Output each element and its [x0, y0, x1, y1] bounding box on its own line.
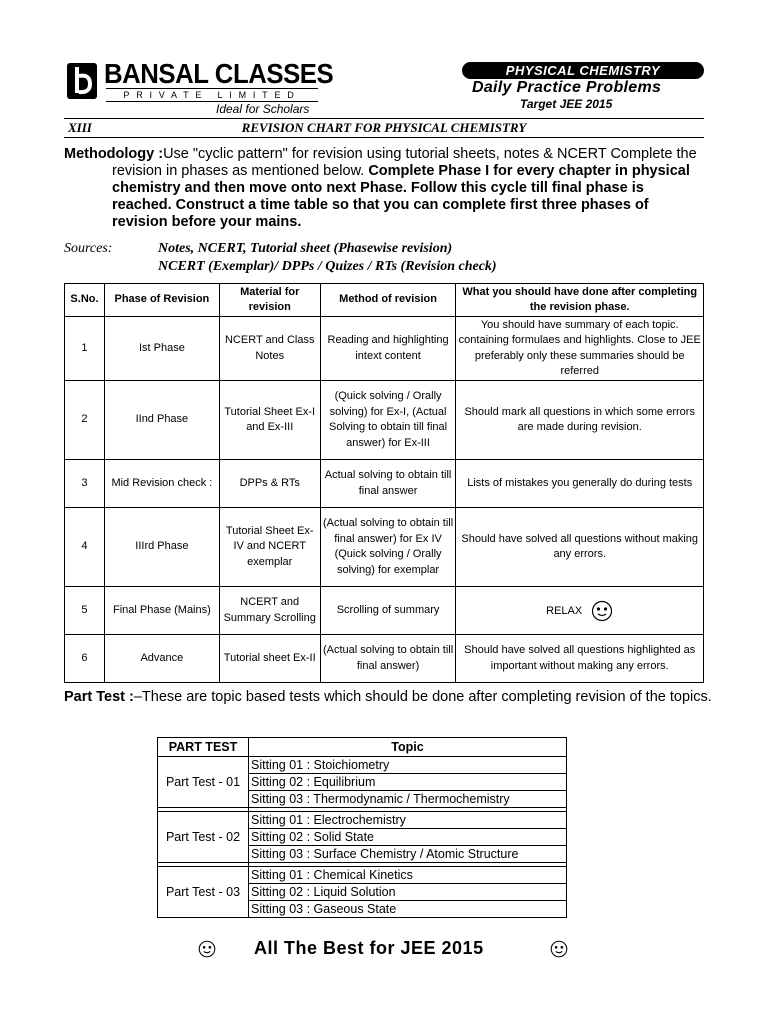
part-test-text: –These are topic based tests which should be done after completing revision of the topics. — [133, 689, 712, 705]
page-header — [64, 58, 704, 118]
table-cell: (Quick solving / Orally solving) for Ex-I, (Actual Solving to obtain till final answer) for Ex-III — [320, 381, 456, 460]
brand-name: BANSAL CLASSES — [104, 58, 334, 89]
methodology-bold-text: Complete Phase I for every chapter in physical chemistry and then move onto next Phase. Follow this cycle till final phase is reached. Construct a time table so that you can complete first three phases of revision before your mains. — [112, 163, 690, 230]
part-test-paragraph — [64, 689, 752, 706]
table-row — [65, 587, 704, 635]
table-cell: Final Phase (Mains) — [104, 587, 219, 635]
table-cell: You should have summary of each topic. containing formulaes and highlights. Close to JEE preferably only these summaries should be referred — [456, 317, 704, 381]
table-row — [158, 812, 567, 829]
table-row — [158, 867, 567, 884]
class-label: XIII — [68, 120, 92, 135]
table-cell: Should mark all questions in which some errors are made during revision. — [456, 381, 704, 460]
table-row — [65, 381, 704, 460]
table-cell: 1 — [65, 317, 105, 381]
sitting-cell: Sitting 02 : Solid State — [249, 829, 567, 846]
table-row — [65, 317, 704, 381]
table-cell: Lists of mistakes you generally do during tests — [456, 460, 704, 508]
sources-label: Sources: — [64, 241, 113, 256]
table-row — [65, 508, 704, 587]
table-cell: DPPs & RTs — [219, 460, 320, 508]
bansal-logo-icon — [66, 62, 98, 100]
table-cell: (Actual solving to obtain till final answer) for Ex IV (Quick solving / Orally solving) for exemplar — [320, 508, 456, 587]
methodology-label: Methodology : — [64, 146, 164, 162]
table-cell: Should have solved all questions without making any errors. — [456, 508, 704, 587]
table-cell: IIIrd Phase — [104, 508, 219, 587]
column-header: Topic — [249, 738, 567, 757]
part-test-name: Part Test - 01 — [158, 757, 249, 808]
part-test-table — [157, 737, 567, 918]
table-row — [65, 460, 704, 508]
column-header: PART TEST — [158, 738, 249, 757]
footer-text: All The Best for JEE 2015 — [254, 938, 484, 958]
revision-table — [64, 283, 704, 683]
brand-subtitle: PRIVATE LIMITED — [106, 88, 318, 102]
table-cell: NCERT and Class Notes — [219, 317, 320, 381]
column-header: Phase of Revision — [104, 284, 219, 317]
smiley-icon — [198, 940, 216, 958]
table-cell: Ist Phase — [104, 317, 219, 381]
smiley-icon — [550, 940, 568, 958]
table-cell: Reading and highlighting intext content — [320, 317, 456, 381]
methodology-paragraph — [64, 146, 704, 231]
footer — [0, 936, 768, 966]
table-cell: 5 — [65, 587, 105, 635]
target-heading: Target JEE 2015 — [520, 97, 613, 111]
dpp-heading: Daily Practice Problems — [472, 79, 662, 96]
sources-line-2: NCERT (Exemplar)/ DPPs / Quizes / RTs (Revision check) — [158, 259, 497, 274]
table-header-row — [65, 284, 704, 317]
table-cell: 3 — [65, 460, 105, 508]
table-cell: 4 — [65, 508, 105, 587]
table-cell: IInd Phase — [104, 381, 219, 460]
smiley-icon — [591, 600, 613, 622]
part-test-name: Part Test - 02 — [158, 812, 249, 863]
sitting-cell: Sitting 02 : Equilibrium — [249, 774, 567, 791]
sitting-cell: Sitting 03 : Thermodynamic / Thermochemistry — [249, 791, 567, 808]
column-header: Method of revision — [320, 284, 456, 317]
page-title: REVISION CHART FOR PHYSICAL CHEMISTRY — [241, 120, 527, 135]
table-cell: Tutorial Sheet Ex-I and Ex-III — [219, 381, 320, 460]
table-row — [65, 635, 704, 683]
table-cell: Scrolling of summary — [320, 587, 456, 635]
sitting-cell: Sitting 03 : Gaseous State — [249, 901, 567, 918]
sources-line-1: Notes, NCERT, Tutorial sheet (Phasewise revision) — [158, 241, 453, 256]
brand-tagline: Ideal for Scholars — [216, 102, 310, 116]
title-bar — [64, 118, 704, 138]
table-cell: NCERT and Summary Scrolling — [219, 587, 320, 635]
table-cell: Mid Revision check : — [104, 460, 219, 508]
table-cell: Should have solved all questions highlighted as important without making any errors. — [456, 635, 704, 683]
part-test-name: Part Test - 03 — [158, 867, 249, 918]
relax-text: RELAX — [546, 604, 583, 617]
table-cell: (Actual solving to obtain till final answer) — [320, 635, 456, 683]
sitting-cell: Sitting 03 : Surface Chemistry / Atomic Structure — [249, 846, 567, 863]
sitting-cell: Sitting 02 : Liquid Solution — [249, 884, 567, 901]
column-header: What you should have done after completing the revision phase. — [456, 284, 704, 317]
relax-cell — [456, 587, 704, 635]
sitting-cell: Sitting 01 : Chemical Kinetics — [249, 867, 567, 884]
table-cell: 6 — [65, 635, 105, 683]
subject-badge: PHYSICAL CHEMISTRY — [462, 62, 704, 79]
column-header: S.No. — [65, 284, 105, 317]
table-header-row — [158, 738, 567, 757]
methodology-text: Use "cyclic pattern" for revision using tutorial sheets, notes & NCERT Complete the revision in phases as mentioned below. — [112, 146, 697, 179]
table-cell: 2 — [65, 381, 105, 460]
column-header: Material for revision — [219, 284, 320, 317]
table-cell: Tutorial sheet Ex-II — [219, 635, 320, 683]
part-test-label: Part Test : — [64, 689, 134, 705]
table-cell: Advance — [104, 635, 219, 683]
sitting-cell: Sitting 01 : Stoichiometry — [249, 757, 567, 774]
table-cell: Actual solving to obtain till final answer — [320, 460, 456, 508]
sitting-cell: Sitting 01 : Electrochemistry — [249, 812, 567, 829]
table-cell: Tutorial Sheet Ex-IV and NCERT exemplar — [219, 508, 320, 587]
table-row — [158, 757, 567, 774]
